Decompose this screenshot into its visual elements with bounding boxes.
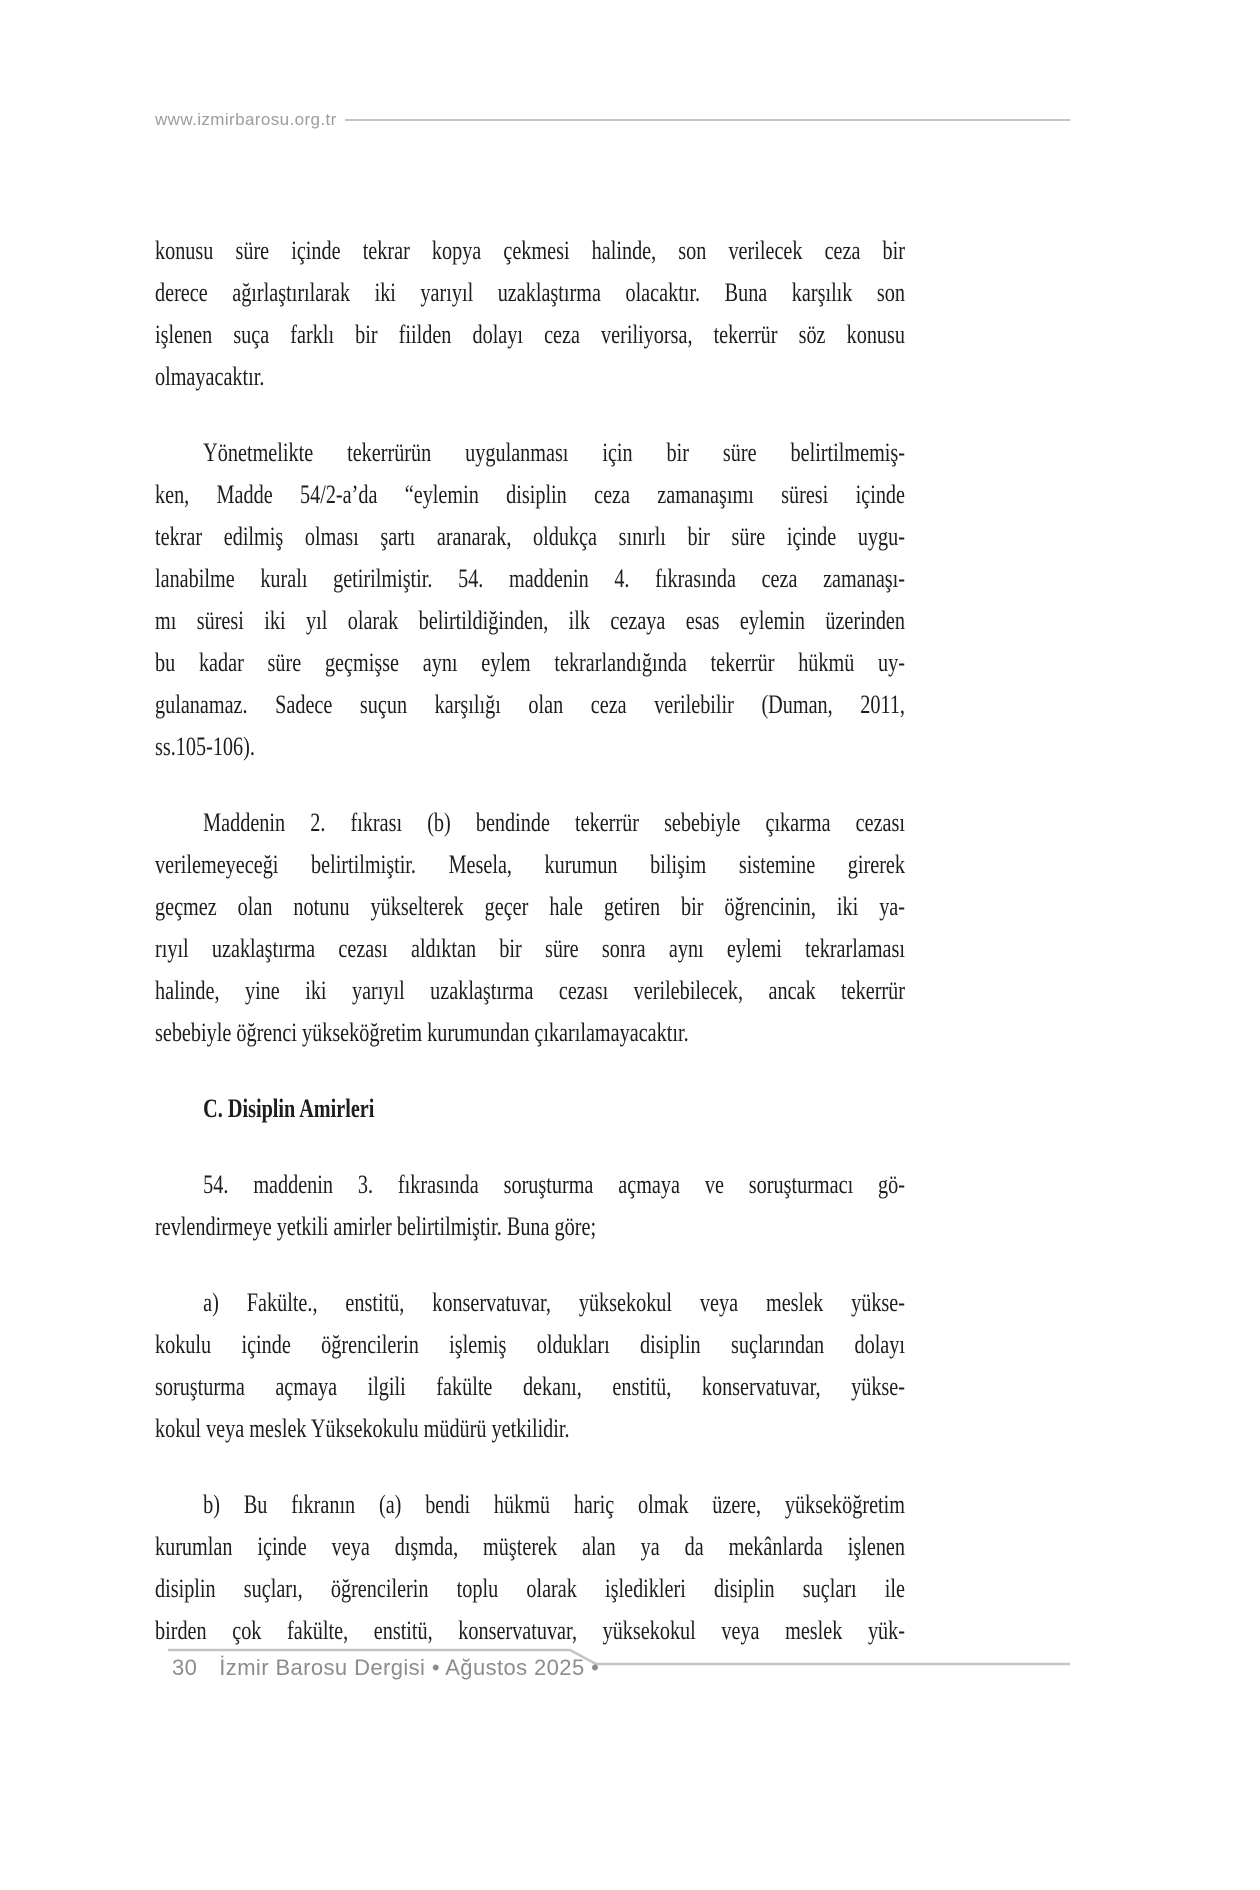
text-line: olmayacaktır. [155,362,265,391]
text-line: Yönetmelikte tekerrürün uygulanması için bir süre belirtilmemiş- [203,438,905,467]
text-line: kokulu içinde öğrencilerin işlemiş oldukları disiplin suçlarından dolayı [155,1330,905,1359]
text-line: b) Bu fıkranın (a) bendi hükmü hariç olmak üzere, yükseköğretim [203,1490,905,1519]
page-header [155,110,1070,130]
paragraph [155,1484,905,1652]
text-line: verilemeyeceği belirtilmiştir. Mesela, kurumun bilişim sistemine girerek [155,850,905,879]
text-line: bu kadar süre geçmişse aynı eylem tekrarlandığında tekerrür hükmü uy- [155,648,905,677]
text-line: revlendirmeye yetkili amirler belirtilmiştir. Buna göre; [155,1212,597,1241]
paragraph [155,230,905,398]
text-line: Maddenin 2. fıkrası (b) bendinde tekerrür sebebiyle çıkarma cezası [203,808,905,837]
text-line: kokul veya meslek Yüksekokulu müdürü yetkilidir. [155,1414,570,1443]
text-line: birden çok fakülte, enstitü, konservatuvar, yüksekokul veya meslek yük- [155,1616,905,1645]
text-line: kurumlan içinde veya dışmda, müşterek alan ya da mekânlarda işlenen [155,1532,905,1561]
text-line: rıyıl uzaklaştırma cezası aldıktan bir süre sonra aynı eylemi tekrarlaması [155,934,905,963]
text-line: ken, Madde 54/2-a’da “eylemin disiplin ceza zamanaşımı süresi içinde [155,480,905,509]
header-url: www.izmirbarosu.org.tr [155,110,337,129]
text-line: geçmez olan notunu yükselterek geçer hale getiren bir öğrencinin, iki ya- [155,892,905,921]
page-number: 30 [172,1655,198,1680]
text-line: ss.105-106). [155,732,255,761]
journal-line: İzmir Barosu Dergisi • Ağustos 2025 • [219,1655,600,1680]
paragraph [155,432,905,768]
text-line: disiplin suçları, öğrencilerin toplu olarak işledikleri disiplin suçları ile [155,1574,905,1603]
text-line: mı süresi iki yıl olarak belirtildiğinden, ilk cezaya esas eylemin üzerinden [155,606,905,635]
section-heading [155,1088,905,1130]
text-line: lanabilme kuralı getirilmiştir. 54. maddenin 4. fıkrasında ceza zamanaşı- [155,564,905,593]
text-line: a) Fakülte., enstitü, konservatuvar, yüksekokul veya meslek yükse- [203,1288,905,1317]
text-line: derece ağırlaştırılarak iki yarıyıl uzaklaştırma olacaktır. Buna karşılık son [155,278,905,307]
text-line: soruşturma açmaya ilgili fakülte dekanı, enstitü, konservatuvar, yükse- [155,1372,905,1401]
text-line: halinde, yine iki yarıyıl uzaklaştırma cezası verilebilecek, ancak tekerrür [155,976,905,1005]
text-line: 54. maddenin 3. fıkrasında soruşturma açmaya ve soruşturmacı gö- [203,1170,905,1199]
text-line: C. Disiplin Amirleri [203,1094,375,1123]
footer-text [172,1655,599,1681]
text-line: gulanamaz. Sadece suçun karşılığı olan ceza verilebilir (Duman, 2011, [155,690,905,719]
paragraph [155,802,905,1054]
paragraph [155,1282,905,1450]
text-line: sebebiyle öğrenci yükseköğretim kurumundan çıkarılamayacaktır. [155,1018,689,1047]
text-line: tekrar edilmiş olması şartı aranarak, oldukça sınırlı bir süre içinde uygu- [155,522,905,551]
paragraph [155,1164,905,1248]
text-line: işlenen suça farklı bir fiilden dolayı ceza veriliyorsa, tekerrür söz konusu [155,320,905,349]
page-footer [0,1642,1260,1702]
article-body [155,230,905,1686]
header-rule [345,119,1070,121]
text-line: konusu süre içinde tekrar kopya çekmesi halinde, son verilecek ceza bir [155,236,905,265]
